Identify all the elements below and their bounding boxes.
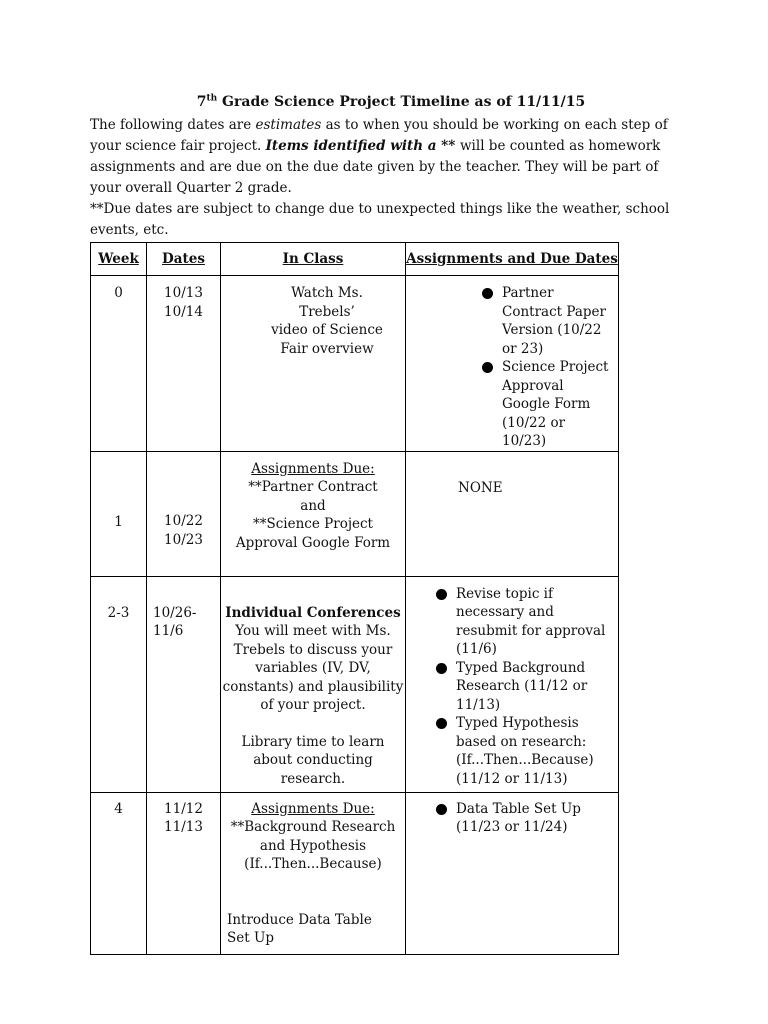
in-class-line: of your project. [260, 697, 366, 713]
document-page [90, 92, 690, 946]
dates-cell [147, 576, 221, 792]
assignments-cell [406, 576, 619, 792]
table-row [91, 276, 619, 452]
in-class-extra-text: Introduce Data Table Set Up [227, 911, 372, 946]
intro-paragraph-2: **Due dates are subject to change due to unexpected things like the weather, school events, etc. [90, 201, 670, 238]
in-class-line: (If...Then...Because) [244, 856, 382, 872]
in-class-line: Approval Google Form [235, 534, 391, 551]
in-class-line: Library time to learn [241, 733, 385, 750]
dates-cell [147, 451, 221, 576]
title-grade-number: 7 [196, 94, 207, 110]
intro-text-rest: as to when you should be working on each step of your science fair project. [90, 117, 668, 154]
date-value: 11/6 [153, 623, 184, 639]
in-class-line: Watch Ms. Trebels’ [291, 285, 363, 320]
in-class-line: variables (IV, DV, [255, 660, 371, 676]
intro-bold-note: Items identified with a [265, 138, 437, 154]
assignment-item: Partner Contract Paper Version (10/22 or 23) [480, 284, 612, 358]
dates-cell [147, 276, 221, 452]
date-value: 10/13 [164, 285, 203, 301]
in-class-line: **Science Project [253, 516, 373, 532]
week-cell [91, 792, 147, 954]
week-value: 0 [114, 285, 123, 301]
header-in-class: In Class [221, 243, 406, 276]
header-week: Week [91, 243, 147, 276]
date-value: 10/22 [164, 513, 203, 529]
in-class-heading: Individual Conferences [225, 604, 401, 621]
in-class-cell [221, 576, 406, 792]
table-row [91, 792, 619, 954]
date-value: 10/23 [164, 531, 203, 548]
in-class-line: and [300, 497, 326, 514]
intro-paragraph-1 [90, 115, 690, 199]
in-class-line: You will meet with Ms. [235, 623, 391, 639]
date-value: 11/12 [164, 800, 203, 817]
in-class-line: and Hypothesis [259, 837, 367, 854]
in-class-line: **Background Research [230, 819, 396, 835]
assignments-cell [406, 451, 619, 576]
week-value: 1 [114, 514, 123, 531]
header-assignments: Assignments and Due Dates [406, 243, 619, 276]
in-class-line: constants) and plausibility [222, 678, 404, 695]
table-header-row [91, 243, 619, 276]
assignment-item: Typed Hypothesis based on research: (If...Then...Because) (11/12 or 11/13) [434, 714, 614, 788]
week-cell [91, 576, 147, 792]
timeline-table [90, 242, 619, 955]
week-cell [91, 276, 147, 452]
table-row [91, 451, 619, 576]
title-text: Grade Science Project Timeline as of 11/11/15 [217, 94, 586, 110]
in-class-line: about conducting [253, 752, 373, 768]
in-class-line: Trebels to discuss your [233, 641, 393, 658]
intro-paragraphs [90, 115, 690, 241]
assignment-item: Revise topic if necessary and resubmit for approval (11/6) [434, 585, 614, 659]
in-class-heading: Assignments Due: [251, 460, 375, 477]
header-dates: Dates [147, 243, 221, 276]
date-value: 10/26- [153, 604, 197, 621]
intro-text-end: will be counted as homework assignments and are due on the due date given by the teacher. They will be part of your overall Quarter 2 grade. [90, 138, 661, 196]
assignment-item: Data Table Set Up (11/23 or 11/24) [434, 800, 614, 837]
in-class-line: Fair overview [280, 340, 374, 357]
dates-cell [147, 792, 221, 954]
in-class-cell [221, 792, 406, 954]
title-grade-suffix: th [206, 93, 218, 104]
intro-asterisk-marker: ** [436, 138, 460, 154]
assignments-cell [406, 276, 619, 452]
date-value: 11/13 [164, 819, 203, 835]
table-row [91, 576, 619, 792]
in-class-line: **Partner Contract [248, 479, 378, 495]
no-assignments-text: NONE [458, 479, 503, 496]
in-class-line: research. [280, 770, 346, 787]
in-class-line: video of Science [271, 322, 383, 338]
in-class-cell [221, 451, 406, 576]
in-class-cell [221, 276, 406, 452]
date-value: 10/14 [164, 303, 203, 320]
page-title [92, 92, 690, 112]
assignment-item: Science Project Approval Google Form (10/22 or 10/23) [480, 358, 612, 451]
assignment-item: Typed Background Research (11/12 or 11/13) [434, 659, 614, 715]
intro-text: The following dates are [90, 117, 256, 133]
in-class-heading: Assignments Due: [251, 800, 375, 817]
intro-emphasis: estimates [255, 117, 322, 133]
week-value: 4 [114, 800, 123, 817]
week-value: 2-3 [107, 604, 130, 621]
week-cell [91, 451, 147, 576]
assignments-cell [406, 792, 619, 954]
